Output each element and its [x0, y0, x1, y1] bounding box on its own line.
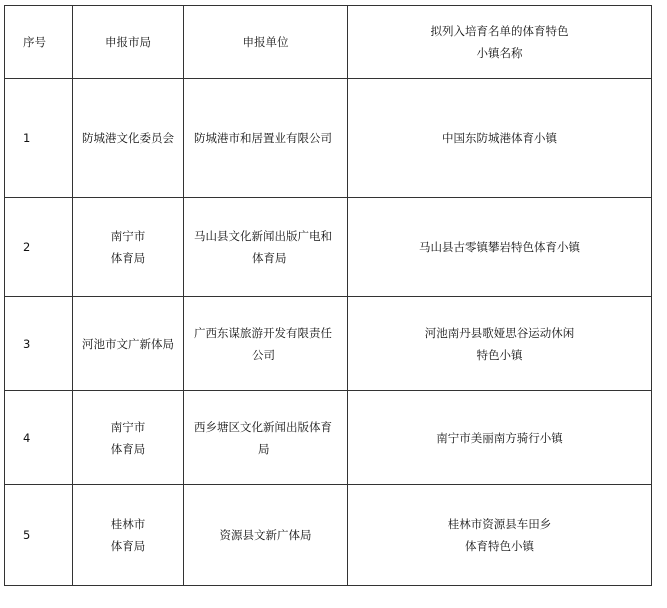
header-unit: 申报单位	[184, 6, 348, 79]
row-town-line: 体育特色小镇	[465, 539, 534, 553]
row-town-line: 桂林市资源县车田乡	[447, 517, 552, 531]
row-unit	[184, 297, 348, 391]
row-unit-line: 资源县文新广体局	[219, 528, 312, 542]
row-bureau-line: 体育局	[110, 539, 146, 553]
table-row	[5, 198, 652, 297]
row-bureau	[73, 198, 184, 297]
table-row	[5, 297, 652, 391]
header-town-line2: 小镇名称	[476, 46, 523, 60]
row-bureau	[73, 297, 184, 391]
row-bureau-line: 河池市文广新体局	[82, 336, 174, 351]
row-bureau-line: 南宁市	[110, 419, 146, 434]
header-town-line1: 拟列入培育名单的体育特色	[430, 24, 569, 38]
row-seq: 3	[5, 297, 73, 391]
row-town-line: 马山县古零镇攀岩特色体育小镇	[419, 240, 580, 254]
table-row	[5, 485, 652, 586]
row-bureau	[73, 391, 184, 485]
row-unit-line: 体育局	[252, 251, 287, 265]
row-unit-line: 公司	[252, 347, 275, 362]
table-row	[5, 391, 652, 485]
header-seq: 序号	[5, 6, 73, 79]
row-bureau-line: 防城港文化委员会	[82, 131, 174, 145]
row-unit	[184, 79, 348, 198]
row-unit-line: 西乡塘区文化新闻出版体育	[194, 419, 332, 434]
training-list-table	[4, 5, 652, 586]
row-unit	[184, 485, 348, 586]
row-town	[348, 297, 652, 391]
row-bureau-line: 体育局	[110, 441, 146, 456]
header-bureau: 申报市局	[73, 6, 184, 79]
row-unit	[184, 198, 348, 297]
row-town	[348, 485, 652, 586]
row-unit	[184, 391, 348, 485]
row-bureau	[73, 79, 184, 198]
row-seq: 5	[5, 485, 73, 586]
row-unit-line: 广西东谋旅游开发有限责任	[194, 325, 332, 340]
row-bureau-line: 体育局	[110, 251, 146, 265]
table-row	[5, 79, 652, 198]
row-town-line: 特色小镇	[476, 347, 523, 362]
row-town	[348, 391, 652, 485]
row-seq: 4	[5, 391, 73, 485]
row-bureau-line: 桂林市	[110, 517, 146, 531]
row-town	[348, 198, 652, 297]
row-bureau	[73, 485, 184, 586]
row-town-line: 中国东防城港体育小镇	[442, 131, 557, 145]
row-town-line: 河池南丹县歌娅思谷运动休闲	[424, 325, 575, 340]
table-header-row	[5, 6, 652, 79]
row-unit-line: 防城港市和居置业有限公司	[194, 131, 332, 145]
row-unit-line: 局	[258, 441, 270, 456]
row-unit-line: 马山县文化新闻出版广电和	[194, 229, 332, 243]
header-town	[348, 6, 652, 79]
row-seq: 1	[5, 79, 73, 198]
row-town-line: 南宁市美丽南方骑行小镇	[436, 430, 563, 445]
row-town	[348, 79, 652, 198]
row-seq: 2	[5, 198, 73, 297]
row-bureau-line: 南宁市	[110, 229, 146, 243]
